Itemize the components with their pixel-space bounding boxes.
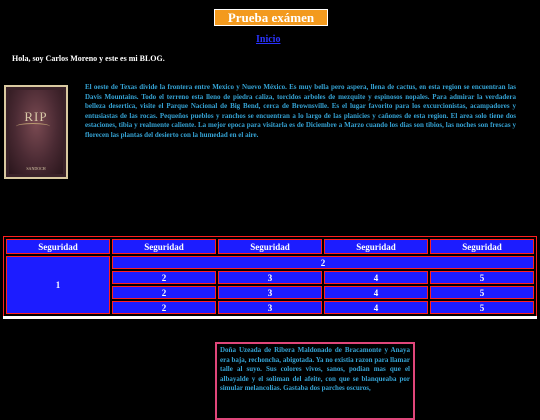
page-banner: Prueba exámen — [214, 9, 328, 26]
greeting-text: Hola, soy Carlos Moreno y este es mi BLOG. — [12, 54, 165, 63]
table-cell: 4 — [324, 271, 428, 284]
security-table — [3, 236, 537, 317]
table-cell: 2 — [112, 301, 216, 314]
table-cell: 5 — [430, 271, 534, 284]
table-row-label: 1 — [6, 256, 110, 314]
horizontal-divider — [3, 316, 537, 319]
book-cover-art — [9, 90, 63, 174]
table-cell: 2 — [112, 286, 216, 299]
table-row — [6, 256, 534, 269]
table-header-row — [6, 239, 534, 254]
table-cell: 2 — [112, 271, 216, 284]
table-cell: 4 — [324, 286, 428, 299]
table-cell: 3 — [218, 301, 322, 314]
table-cell: 3 — [218, 286, 322, 299]
table-cell: 5 — [430, 286, 534, 299]
book-author: SANDOCH — [26, 166, 46, 171]
story-box: Doña Uzeada de Ribera Maldonado de Bracamonte y Anaya era baja, rechoncha, abigotada. Ya no existia razon para llamar talle al suyo. Sus colores vivos, sanos, podian mas que el albayalde y el soliman del afeite, con que se blanqueaba por simular melancolias. Gastaba dos parches oscuros, — [215, 342, 415, 420]
table-header-cell: Seguridad — [6, 239, 110, 254]
book-title: RIP — [24, 109, 48, 124]
home-link[interactable]: Inicio — [256, 34, 281, 45]
table-header-cell: Seguridad — [112, 239, 216, 254]
table-header-cell: Seguridad — [324, 239, 428, 254]
book-ornament — [16, 123, 50, 130]
book-cover-image — [4, 85, 68, 179]
intro-paragraph: El oeste de Texas divide la frontera entre Mexico y Nuevo México. Es muy bella pero aspera, llena de cactus, en esta region se encuentran las Davis Mountains. Todo el terreno esta lleno de piedra caliza, torcidos arboles de mezquite y espinosos nopales. Para admirar la verdadera belleza desertica, visite el Parque Nacional de Big Bend, cerca de Brownsville. Es el lugar favorito para los excurcionistas, acampadores y entusiastas de las rocas. Pequeños pueblos y ranchos se encuentran a lo largo de las planicies y cañones de esta region. El area solo tiene dos estaciones, tibia y realmente caliente. La mejor epoca para visitarla es de Diciembre a Marzo cuando los dias son tibios, las noches son frescas y florecen las plantas del desierto con la humedad en el aire. — [85, 83, 516, 139]
table-span-cell: 2 — [112, 256, 534, 269]
table-header-cell: Seguridad — [430, 239, 534, 254]
table-header-cell: Seguridad — [218, 239, 322, 254]
table-cell: 3 — [218, 271, 322, 284]
table-cell: 4 — [324, 301, 428, 314]
table-cell: 5 — [430, 301, 534, 314]
